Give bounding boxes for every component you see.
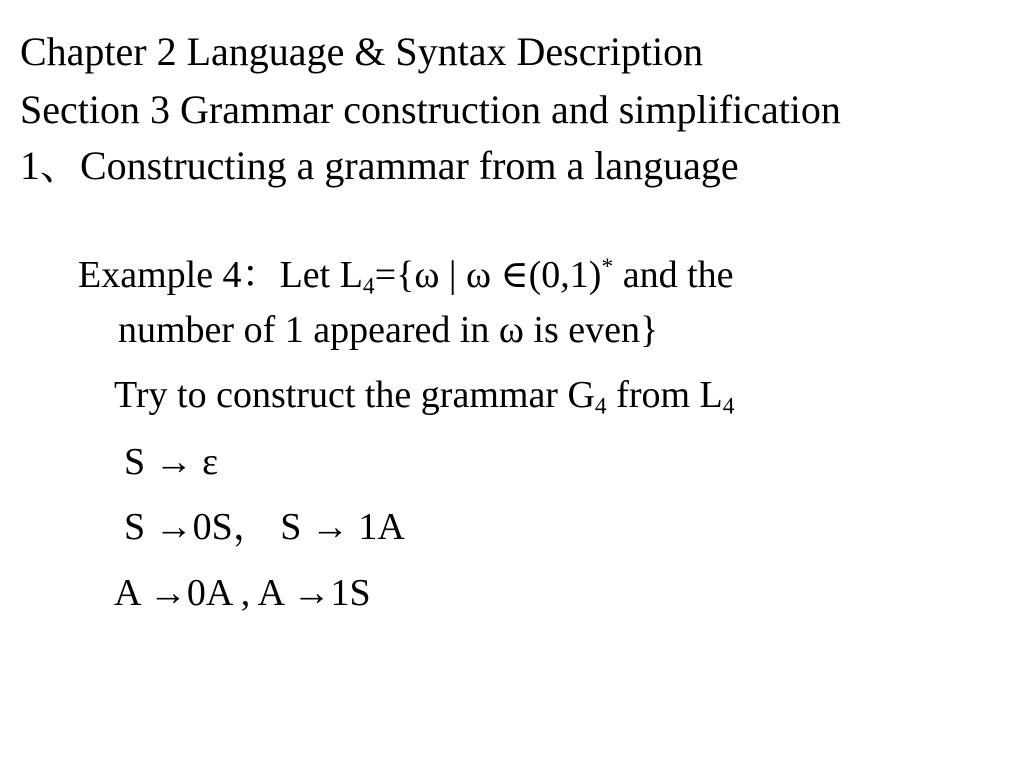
example-label: Example 4： xyxy=(78,254,280,296)
task-text-middle: from L xyxy=(606,374,723,416)
section-title: Section 3 Grammar construction and simplification xyxy=(20,87,841,132)
set-definition: ={ω | ω ∈(0,1) xyxy=(374,254,602,296)
production-rule: A →0A , A →1S xyxy=(114,572,371,614)
production-rule: S → ε xyxy=(124,441,219,483)
set-definition-tail: and the xyxy=(613,254,734,296)
example-statement-line-1 xyxy=(78,254,734,300)
example-let-text: Let L xyxy=(279,254,363,296)
production-rule: S →0S， S → 1A xyxy=(124,506,405,548)
language-subscript: 4 xyxy=(362,273,375,300)
task-text-start: Try to construct the grammar G xyxy=(114,374,595,416)
kleene-star: * xyxy=(601,254,614,281)
grammar-subscript: 4 xyxy=(594,393,607,420)
task-statement xyxy=(114,374,735,420)
chapter-title: Chapter 2 Language & Syntax Description xyxy=(20,29,704,74)
task-language-subscript: 4 xyxy=(722,393,735,420)
example-statement-line-2: number of 1 appeared in ω is even} xyxy=(118,309,659,351)
subsection-title: 1、Constructing a grammar from a language xyxy=(20,143,739,188)
